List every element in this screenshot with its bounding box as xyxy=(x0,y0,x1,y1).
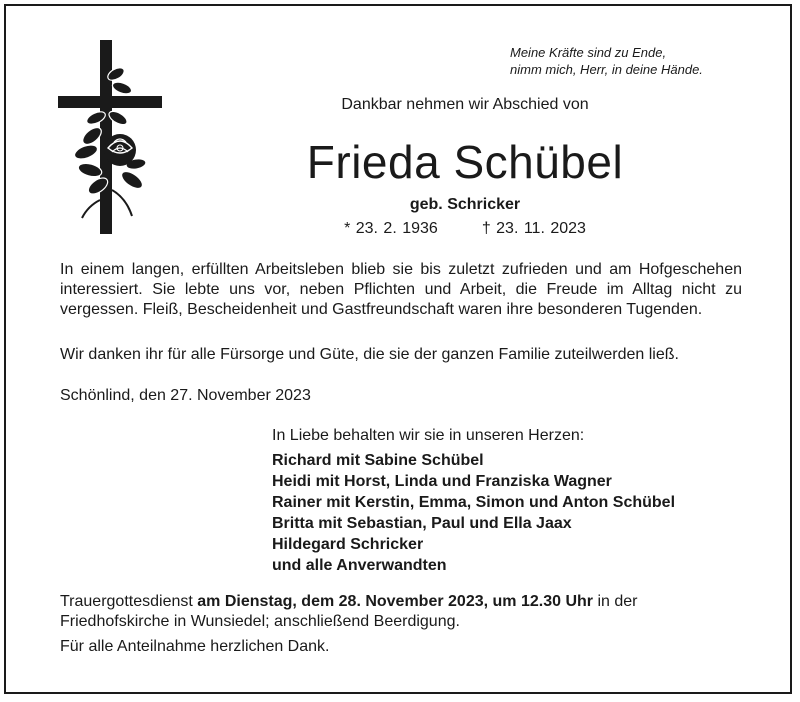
tribute-paragraph: In einem langen, erfüllten Arbeitsleben blieb sie bis zuletzt zufrieden und am Hofgeschehen interessiert. Sie lebte uns vor, neben Pflichten und Arbeit, die Freude im Alltag nicht zu vergessen. Fleiß, Bescheidenheit und Gastfreundschaft waren ihre besonderen Tugenden. xyxy=(60,261,742,318)
deceased-name: Frieda Schübel xyxy=(306,136,624,188)
family-list xyxy=(272,450,675,576)
service-suffix: in der Friedhofskirche in Wunsiedel; anschließend Beerdigung. xyxy=(60,593,638,630)
family-member: Heidi mit Horst, Linda und Franziska Wagner xyxy=(272,473,612,490)
family-intro: In Liebe behalten wir sie in unseren Herzen: xyxy=(272,427,585,444)
service-prefix: Trauergottesdienst xyxy=(60,593,193,610)
family-member: und alle Anverwandten xyxy=(272,557,447,574)
verse-line-2: nimm mich, Herr, in deine Hände. xyxy=(510,62,703,77)
family-member: Britta mit Sebastian, Paul und Ella Jaax xyxy=(272,515,572,532)
life-dates xyxy=(0,220,800,238)
family-member: Rainer mit Kerstin, Emma, Simon und Anton Schübel xyxy=(272,494,676,511)
intro-text: Dankbar nehmen wir Abschied von xyxy=(341,96,589,113)
family-member: Richard mit Sabine Schübel xyxy=(272,452,484,469)
maiden-name: geb. Schricker xyxy=(409,196,521,213)
closing-thanks: Für alle Anteilnahme herzlichen Dank. xyxy=(60,638,330,655)
service-announcement xyxy=(60,592,750,632)
thanks-paragraph: Wir danken ihr für alle Fürsorge und Güte, die sie der ganzen Familie zuteilwerden ließ. xyxy=(60,346,679,363)
verse-line-1: Meine Kräfte sind zu Ende, xyxy=(510,45,667,60)
place-and-date: Schönlind, den 27. November 2023 xyxy=(60,387,311,404)
verse xyxy=(510,44,780,78)
birth-date: * 23. 2. 1936 xyxy=(344,220,438,237)
family-member: Hildegard Schricker xyxy=(272,536,424,553)
death-date: † 23. 11. 2023 xyxy=(481,220,586,237)
service-date-time: am Dienstag, dem 28. November 2023, um 12.30 Uhr xyxy=(197,593,593,610)
